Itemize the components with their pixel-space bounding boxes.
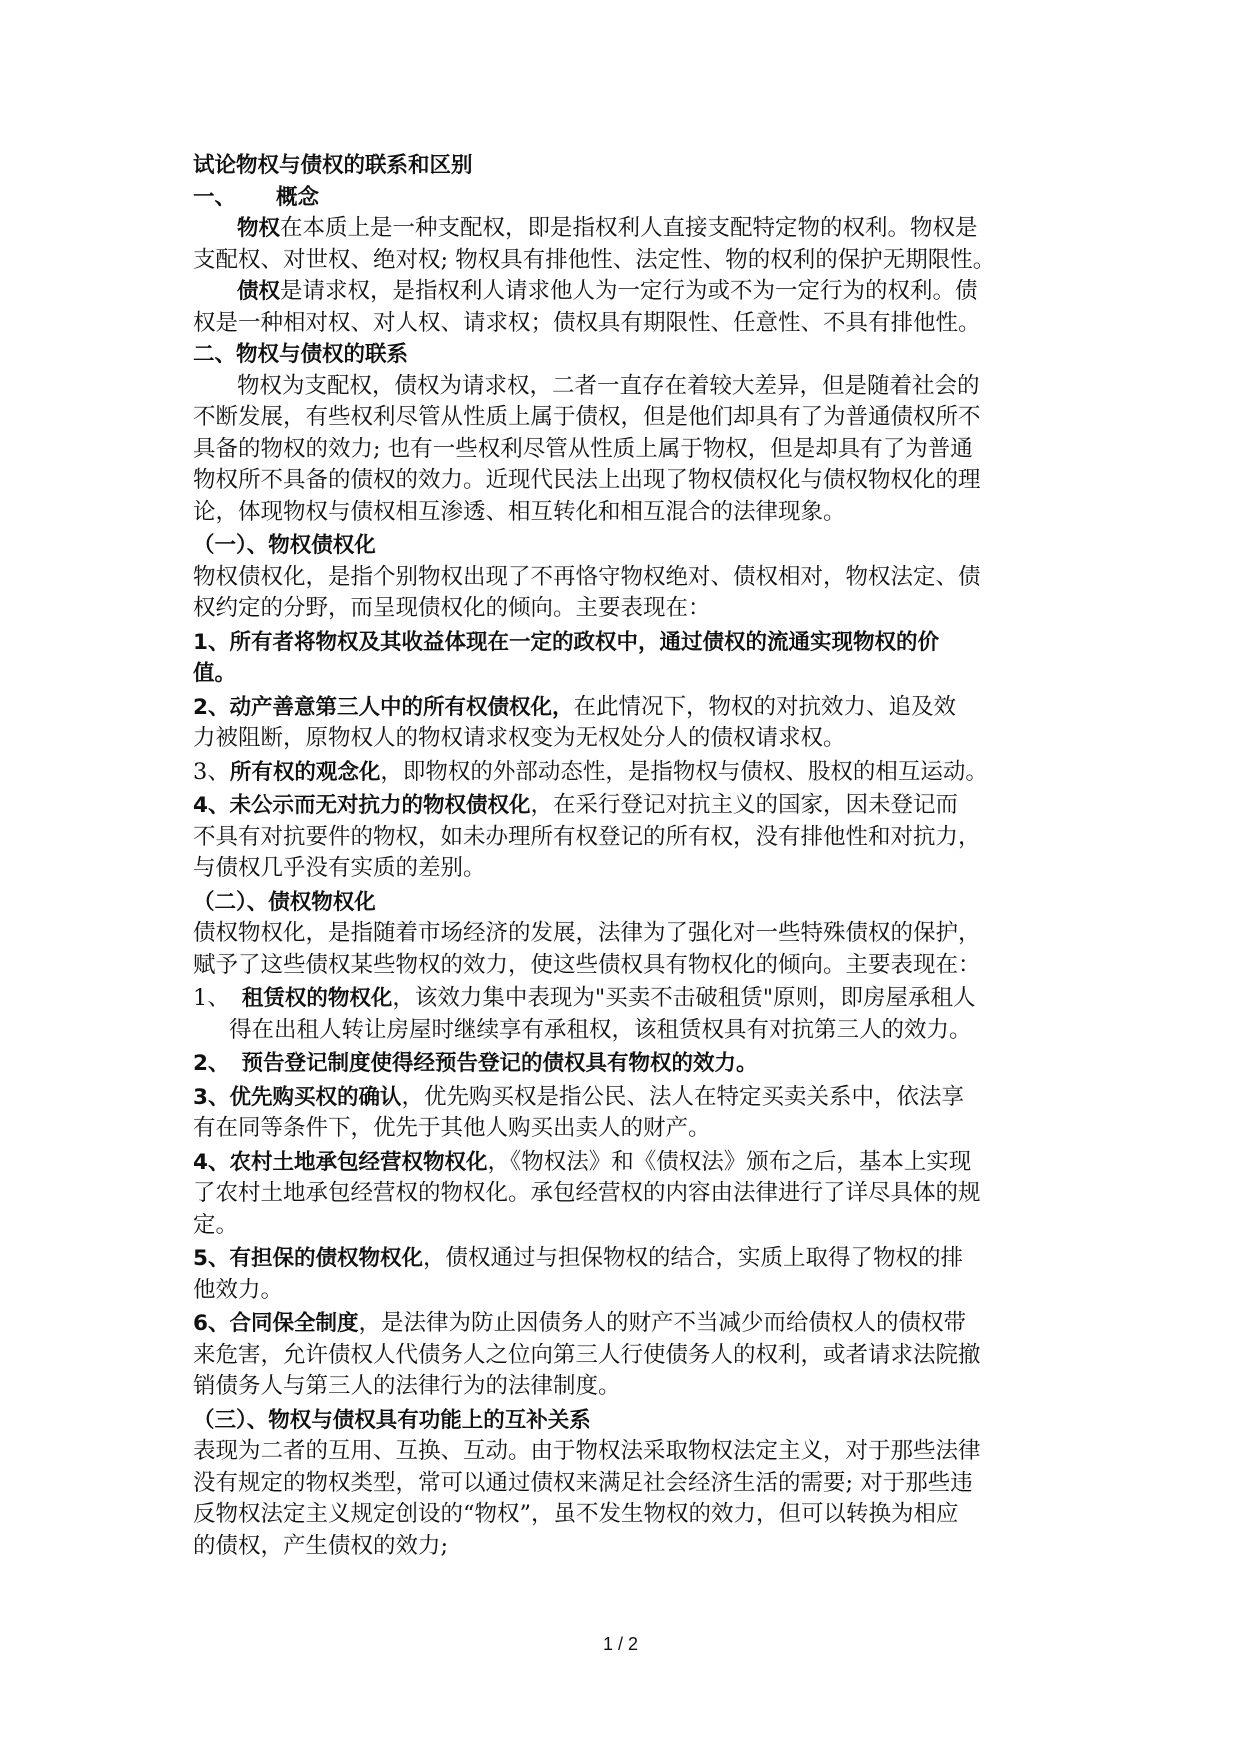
list-item: 3、优先购买权的确认，优先购买权是指公民、法人在特定买卖关系中，依法享 [193, 1083, 964, 1110]
paragraph-line: 权约定的分野，而呈现债权化的倾向。主要表现在： [193, 595, 711, 621]
list-item: 1、所有者将物权及其收益体现在一定的政权中，通过债权的流通实现物权的价 [193, 629, 939, 655]
section-label: 概念 [276, 184, 320, 210]
document-title: 试论物权与债权的联系和区别 [193, 153, 473, 178]
list-item-cont: 来危害，允许债权人代债务人之位向第三人行使债务人的权利，或者请求法院撤 [193, 1341, 981, 1368]
subsection-heading: （二）、债权物权化 [193, 889, 376, 915]
list-item: 5、有担保的债权物权化，债权通过与担保物权的结合，实质上取得了物权的排 [193, 1245, 963, 1271]
term-creditor-right: 债权 [237, 279, 281, 304]
page-number: 1 / 2 [602, 1634, 639, 1654]
paragraph-line: 不断发展，有些权利尽管从性质上属于债权，但是他们却具有了为普通债权所不 [193, 404, 981, 430]
paragraph-line: 赋予了这些债权某些物权的效力，使这些债权具有物权化的倾向。主要表现在： [193, 951, 981, 978]
section-heading-relation: 二、物权与债权的联系 [193, 342, 409, 367]
paragraph-line: 的债权，产生债权的效力; [193, 1532, 449, 1559]
paragraph-line: 表现为二者的互用、互换、互动。由于物权法采取物权法定主义，对于那些法律 [193, 1438, 981, 1464]
section-heading-concept [193, 182, 1053, 214]
list-item-cont: 了农村土地承包经营权的物权化。承包经营权的内容由法律进行了详尽具体的规 [193, 1180, 981, 1206]
term-real-right: 物权 [237, 216, 281, 241]
paragraph-line: 支配权、对世权、绝对权; 物权具有排他性、法定性、物的权利的保护无期限性。 [193, 246, 996, 273]
paragraph-line: 债权是请求权，是指权利人请求他人为一定行为或不为一定行为的权利。债 [237, 278, 978, 304]
list-item: 2、动产善意第三人中的所有权债权化，在此情况下，物权的对抗效力、追及效 [193, 693, 956, 720]
list-item: 1、 租赁权的物权化，该效力集中表现为"买卖不击破租赁"原则，即房屋承租人 [193, 985, 976, 1011]
list-item: 6、合同保全制度，是法律为防止因债务人的财产不当减少而给债权人的债权带 [193, 1310, 966, 1336]
list-item-cont: 值。 [193, 661, 237, 686]
list-item: 4、未公示而无对抗力的物权债权化，在采行登记对抗主义的国家，因未登记而 [193, 792, 958, 818]
list-item-cont: 得在出租人转让房屋时继续享有承租权，该租赁权具有对抗第三人的效力。 [229, 1016, 972, 1043]
list-item: 4、农村土地承包经营权物权化，《物权法》和《债权法》颁布之后，基本上实现 [193, 1148, 972, 1175]
list-item-cont: 不具有对抗要件的物权，如未办理所有权登记的所有权，没有排他性和对抗力， [193, 823, 981, 850]
paragraph-line: 物权为支配权，债权为请求权，二者一直存在着较大差异，但是随着社会的 [237, 372, 980, 399]
paragraph-line: 没有规定的物权类型，常可以通过债权来满足社会经济生活的需要; 对于那些违 [193, 1469, 973, 1496]
paragraph-line: 物权在本质上是一种支配权，即是指权利人直接支配特定物的权利。物权是 [237, 215, 978, 241]
paragraph-line: 物权债权化，是指个别物权出现了不再恪守物权绝对、债权相对，物权法定、债 [193, 563, 981, 590]
list-item: 3、所有权的观念化，即物权的外部动态性，是指物权与债权、股权的相互运动。 [193, 758, 988, 785]
paragraph-line: 具备的物权的效力; 也有一些权利尽管从性质上属于物权，但是却具有了为普通 [193, 435, 973, 462]
list-item: 2、 预告登记制度使得经预告登记的债权具有物权的效力。 [193, 1051, 758, 1076]
subsection-heading: （三）、物权与债权具有功能上的互补关系 [193, 1407, 591, 1433]
paragraph-line: 债权物权化，是指随着市场经济的发展，法律为了强化对一些特殊债权的保护， [193, 920, 981, 946]
list-item-cont: 他效力。 [193, 1276, 284, 1303]
list-item-cont: 有在同等条件下，优先于其他人购买出卖人的财产。 [193, 1115, 711, 1141]
paragraph-line: 权是一种相对权、对人权、请求权；债权具有期限性、任意性、不具有排他性。 [193, 309, 981, 336]
list-item-cont: 销债务人与第三人的法律行为的法律制度。 [193, 1373, 621, 1399]
subsection-heading: （一）、物权债权化 [193, 533, 376, 558]
section-number: 一、 [193, 184, 237, 210]
document-page [193, 150, 1053, 1562]
list-item-cont: 定。 [193, 1211, 239, 1238]
paragraph-line: 论，体现物权与债权相互渗透、相互转化和相互混合的法律现象。 [193, 498, 846, 525]
paragraph-line: 反物权法定主义规定创设的“物权”，虽不发生物权的效力，但可以转换为相应 [193, 1501, 959, 1527]
paragraph-line: 物权所不具备的债权的效力。近现代民法上出现了物权债权化与债权物权化的理 [193, 467, 981, 493]
list-item-cont: 力被阻断，原物权人的物权请求权变为无权处分人的债权请求权。 [193, 725, 846, 751]
list-item-cont: 与债权几乎没有实质的差别。 [193, 855, 486, 881]
